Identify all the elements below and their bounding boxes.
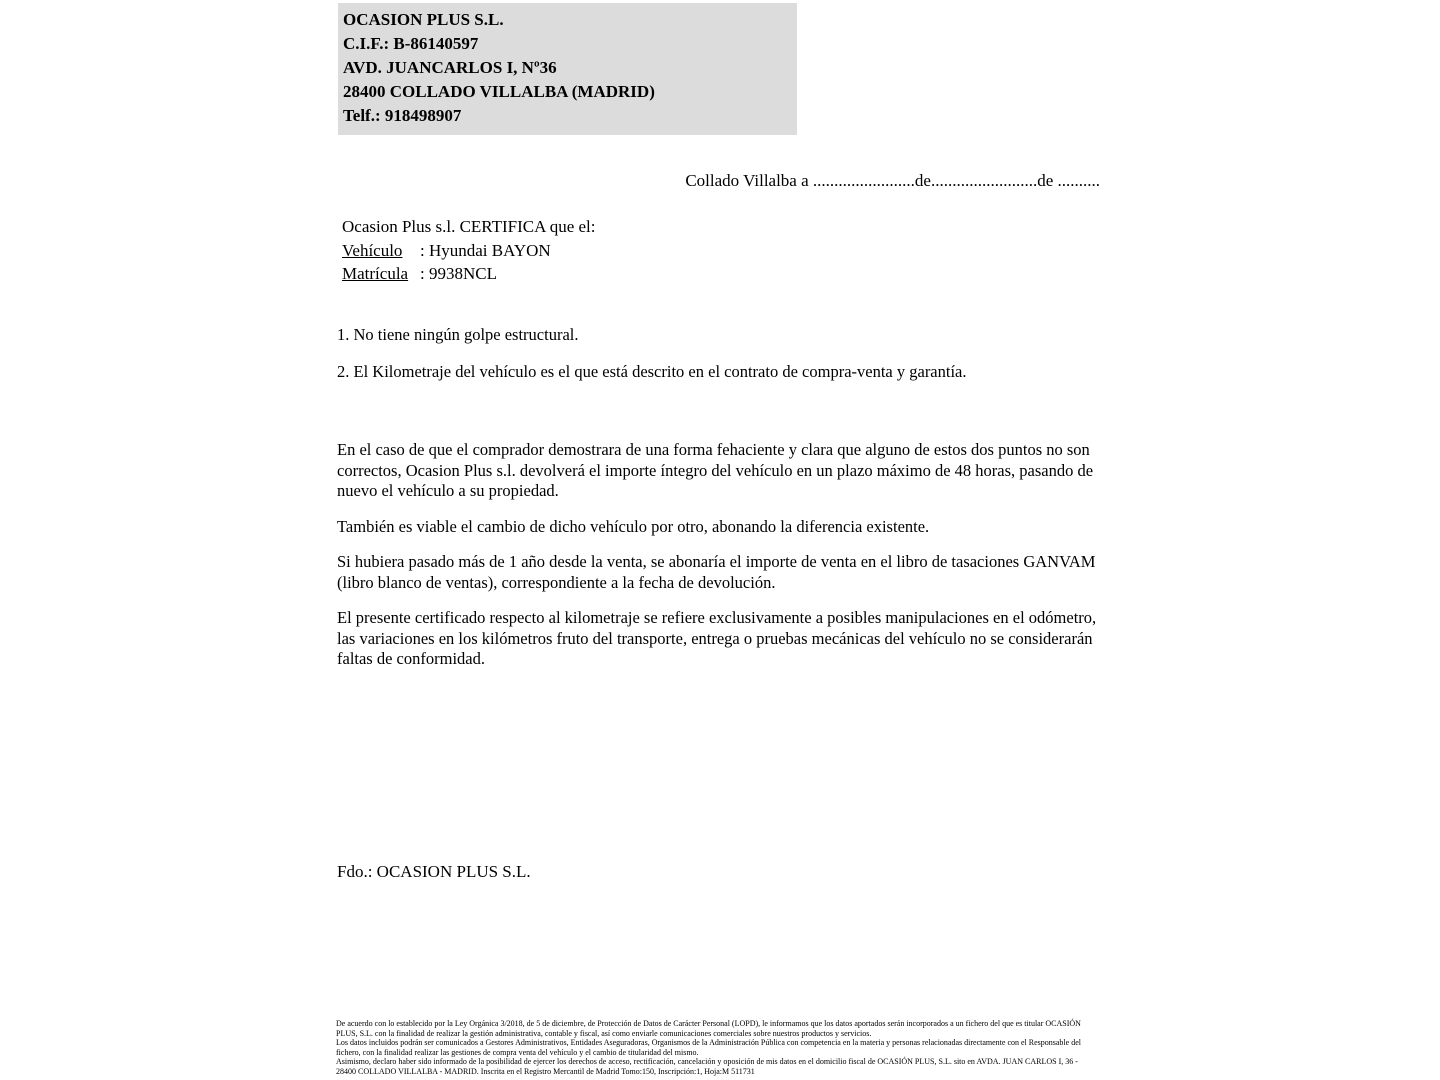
- date-line: Collado Villalba a ........................de.........................de ..........: [685, 171, 1100, 190]
- vehicle-value: : Hyundai BAYON: [420, 240, 551, 260]
- legal-paragraph-data-sharing: Los datos incluidos podrán ser comunicados a Gestores Administrativos, Entidades Aseguradoras, Organismos de la Administración Pública con competencia en la materia y personas relacionadas directamente con el Responsable del fichero, con la finalidad realizar las gestiones de compra venta del vehículo y el cambio de titularidad del mismo.: [336, 1038, 1081, 1057]
- company-name: OCASION PLUS S.L.: [343, 10, 504, 29]
- company-cif: C.I.F.: B-86140597: [343, 34, 479, 53]
- certify-intro: Ocasion Plus s.l. CERTIFICA que el:: [342, 217, 596, 236]
- point-2: 2. El Kilometraje del vehículo es el que está descrito en el contrato de compra-venta y garantía.: [337, 362, 967, 381]
- body-paragraphs: [337, 440, 1105, 685]
- company-phone: Telf.: 918498907: [343, 106, 462, 125]
- point-1: 1. No tiene ningún golpe estructural.: [337, 325, 579, 344]
- paragraph-refund: En el caso de que el comprador demostrara de una forma fehaciente y clara que alguno de estos dos puntos no son correctos, Ocasion Plus s.l. devolverá el importe íntegro del vehículo en un plazo máximo de 48 horas, pasando de nuevo el vehículo a su propiedad.: [337, 440, 1094, 500]
- company-header-block: [338, 3, 797, 135]
- plate-row: [342, 262, 1042, 286]
- certification-points: [337, 324, 1112, 382]
- legal-paragraph-rights: Asimismo, declaro haber sido informado de la posibilidad de ejercer los derechos de acceso, rectificación, cancelación y oposición de mis datos en el domicilio fiscal de OCASIÓN PLUS, S.L. sito en AVDA. JUAN CARLOS I, 36 - 28400 COLLADO VILLALBA - MADRID. Inscrita en el Registro Mercantil de Madrid Tomo:150, Inscripción:1, Hoja:M 511731: [336, 1057, 1078, 1076]
- signature-line: Fdo.: OCASION PLUS S.L.: [337, 862, 531, 881]
- legal-paragraph-lopd: De acuerdo con lo establecido por la Ley Orgánica 3/2018, de 5 de diciembre, de Protección de Datos de Carácter Personal (LOPD), le informamos que los datos aportados serán incorporados a un fichero del que es titular OCASIÓN PLUS, S.L. con la finalidad de realizar la gestión administrativa, contable y fiscal, así como enviarle comunicaciones comerciales sobre nuestros productos y servicios.: [336, 1019, 1081, 1038]
- company-city: 28400 COLLADO VILLALBA (MADRID): [343, 82, 655, 101]
- certification-block: [342, 215, 1042, 286]
- legal-footer: [336, 1019, 1099, 1077]
- paragraph-odometer: El presente certificado respecto al kilometraje se refiere exclusivamente a posibles manipulaciones en el odómetro, las variaciones en los kilómetros fruto del transporte, entrega o pruebas mecánicas del vehículo no se considerarán faltas de conformidad.: [337, 608, 1097, 668]
- plate-value: : 9938NCL: [420, 264, 497, 283]
- plate-label: Matrícula: [342, 264, 409, 283]
- paragraph-exchange: También es viable el cambio de dicho vehículo por otro, abonando la diferencia existente.: [337, 516, 930, 536]
- vehicle-row: [342, 239, 1042, 263]
- paragraph-ganvam: Si hubiera pasado más de 1 año desde la venta, se abonaría el importe de venta en el libro de tasaciones GANVAM (libro blanco de ventas), correspondiente a la fecha de devolución.: [337, 552, 1096, 592]
- company-address: AVD. JUANCARLOS I, Nº36: [343, 58, 557, 77]
- vehicle-label: Vehículo: [342, 240, 403, 260]
